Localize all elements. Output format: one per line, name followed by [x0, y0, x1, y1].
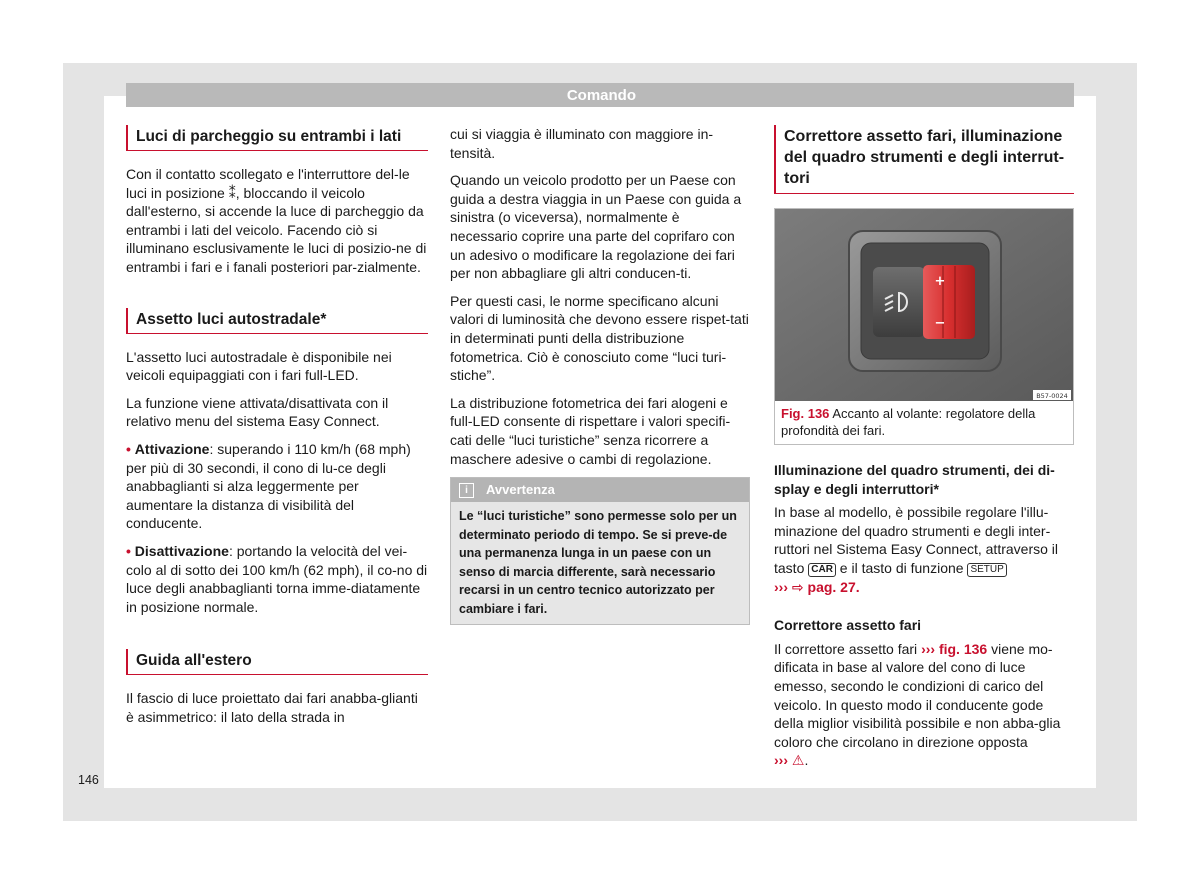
- chapter-title: Comando: [566, 86, 636, 104]
- minus-label: −: [934, 316, 946, 331]
- chapter-header: [126, 83, 1074, 107]
- paragraph: L'assetto luci autostradale è disponibile nei veicoli equipaggiati con i fari full-LED.: [126, 348, 392, 384]
- figure-136: [774, 208, 1074, 445]
- ref-arrows: ›››: [921, 640, 936, 657]
- column-left: [126, 125, 428, 735]
- section-title-parking-lights: Luci di parcheggio su entrambi i lati: [126, 125, 428, 151]
- warning-text: Le “luci turistiche” sono permesse solo per un determinato periodo di tempo. Se si preve-de una permanenza lunga in un paese con un senso di marcia differente, sarà necessario recarsi in un centro tecnico autorizzato per cambiare i fari.: [459, 509, 737, 616]
- paragraph: La funzione viene attivata/disattivata con il relativo menu del sistema Easy Connect.: [126, 394, 389, 430]
- paragraph: Il fascio di luce proiettato dai fari anabba-glianti è asimmetrico: il lato della strada in: [126, 690, 418, 725]
- warning-title: Avvertenza: [486, 481, 555, 497]
- bullet-item-deactivation: • Disattivazione: portando la velocità del vei-colo al di sotto dei 100 km/h (62 mph), il co-no di luce degli anabbaglianti torna imme-diatamente in posizione normale.: [126, 542, 428, 615]
- ref-arrows: ›››: [774, 578, 788, 595]
- page-ref-link[interactable]: pag. 27.: [807, 578, 860, 595]
- setup-key-icon: SETUP: [967, 563, 1006, 577]
- figure-code: B57-0024: [1036, 392, 1068, 400]
- page-number: 146: [78, 773, 99, 787]
- column-right: [774, 125, 1074, 779]
- subsection-title-headlight-corrector: Correttore assetto fari: [774, 617, 922, 634]
- section-title-headlight-range: Correttore assetto fari, illuminazione del quadro strumenti e degli interrut-tori: [774, 125, 1074, 194]
- paragraph: Il correttore assetto fari ››› fig. 136 viene mo-dificata in base al valore del cono di luce emesso, secondo le condizioni di carico del veicolo. In questo modo il conducente gode della miglior visibilità possibile e non abba-glia coloro che circolano in direzione opposta ››› ⚠.: [774, 640, 1061, 769]
- paragraph: In base al modello, è possibile regolare l'illu-minazione del quadro strumenti e degli inter-ruttori nel Sistema Easy Connect, attraverso il tasto CAR e il tasto di funzione SETUP ››› ⇨ pag. 27.: [774, 504, 1059, 595]
- section-title-motorway-lights: Assetto luci autostradale*: [126, 308, 428, 334]
- info-icon: i: [459, 483, 474, 498]
- bullet-icon: •: [126, 440, 131, 457]
- warning-header: [451, 478, 749, 502]
- paragraph: Con il contatto scollegato e l'interruttore del-le luci in posizione ⁑, bloccando il veicolo dall'esterno, si accende la luce di parcheggio da entrambi i lati del veicolo. Facendo ciò si illuminano esclusivamente le luci di posizio-ne di entrambi i fari e i fanali posteriori par-zialmente.: [126, 166, 427, 275]
- section-title-driving-abroad: Guida all'estero: [126, 649, 428, 675]
- paragraph: cui si viaggia è illuminato con maggiore in-tensità.: [450, 126, 714, 161]
- figure-caption: Fig. 136 Accanto al volante: regolatore della profondità dei fari.: [781, 406, 1036, 438]
- paragraph: Per questi casi, le norme specificano alcuni valori di luminosità che devono essere rispet-tati in determinati punti della distribuzione fotometrica. Ciò è conosciuto come “luci turi-stiche”.: [450, 292, 749, 384]
- column-middle: [450, 125, 750, 625]
- warning-box: [450, 477, 750, 625]
- car-key-icon: CAR: [808, 563, 836, 577]
- ref-arrows: ›››: [774, 752, 788, 769]
- headlight-range-control-image: [775, 209, 1073, 401]
- warning-triangle-icon: ⚠: [791, 752, 805, 769]
- figure-ref-link[interactable]: fig. 136: [938, 640, 988, 657]
- paragraph: Quando un veicolo prodotto per un Paese con guida a destra viaggia in un Paese con guida a sinistra (o viceversa), normalmente è necessario coprire una parte del coprifaro con un adesivo o modificare la regolazione dei fari per non abbagliare gli altri conducen-ti.: [450, 172, 742, 282]
- parking-light-icon: ⁑: [228, 184, 236, 201]
- bullet-icon: •: [126, 542, 131, 559]
- subsection-title-illumination: Illuminazione del quadro strumenti, dei di-splay e degli interruttori*: [774, 462, 1055, 497]
- page-ref-icon: ⇨: [791, 578, 804, 595]
- plus-label: +: [934, 274, 946, 289]
- paragraph: La distribuzione fotometrica dei fari alogeni e full-LED consente di rispettare i valori specifi-cati delle “luci turistiche” senza ricorrere a maschere adesive o cambi di regolazione.: [450, 394, 731, 467]
- bullet-item-activation: • Attivazione: superando i 110 km/h (68 mph) per più di 30 secondi, il cono di lu-ce degli anabbaglianti si alza leggermente per aumentare la distanza di visibilità del conducente.: [126, 440, 411, 532]
